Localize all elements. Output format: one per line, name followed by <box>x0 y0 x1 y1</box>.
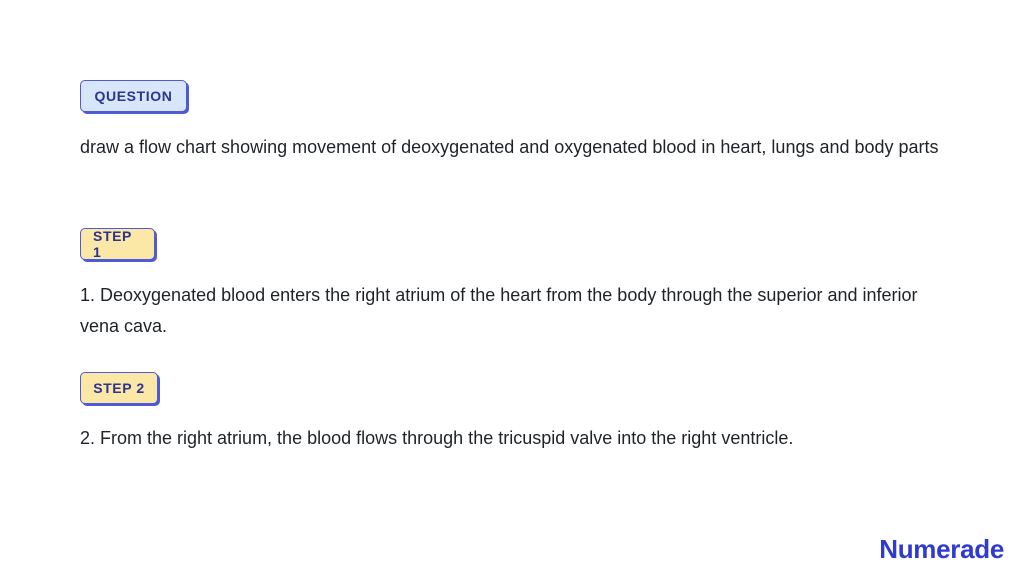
step-1-badge <box>80 228 155 260</box>
step-2-badge-label: STEP 2 <box>93 380 145 396</box>
step-2-badge <box>80 372 158 404</box>
logo-text: Numerade <box>879 534 1004 564</box>
step-1-badge-label: STEP 1 <box>93 228 132 260</box>
numerade-logo <box>879 534 1004 564</box>
step-1-text: 1. Deoxygenated blood enters the right atrium of the heart from the body through the superior and inferior vena cava. <box>80 285 918 336</box>
step-2-text: 2. From the right atrium, the blood flows through the tricuspid valve into the right ventricle. <box>80 428 794 448</box>
question-text: draw a flow chart showing movement of deoxygenated and oxygenated blood in heart, lungs and body parts <box>80 137 939 157</box>
question-badge-label: QUESTION <box>94 88 173 104</box>
question-badge <box>80 80 187 112</box>
